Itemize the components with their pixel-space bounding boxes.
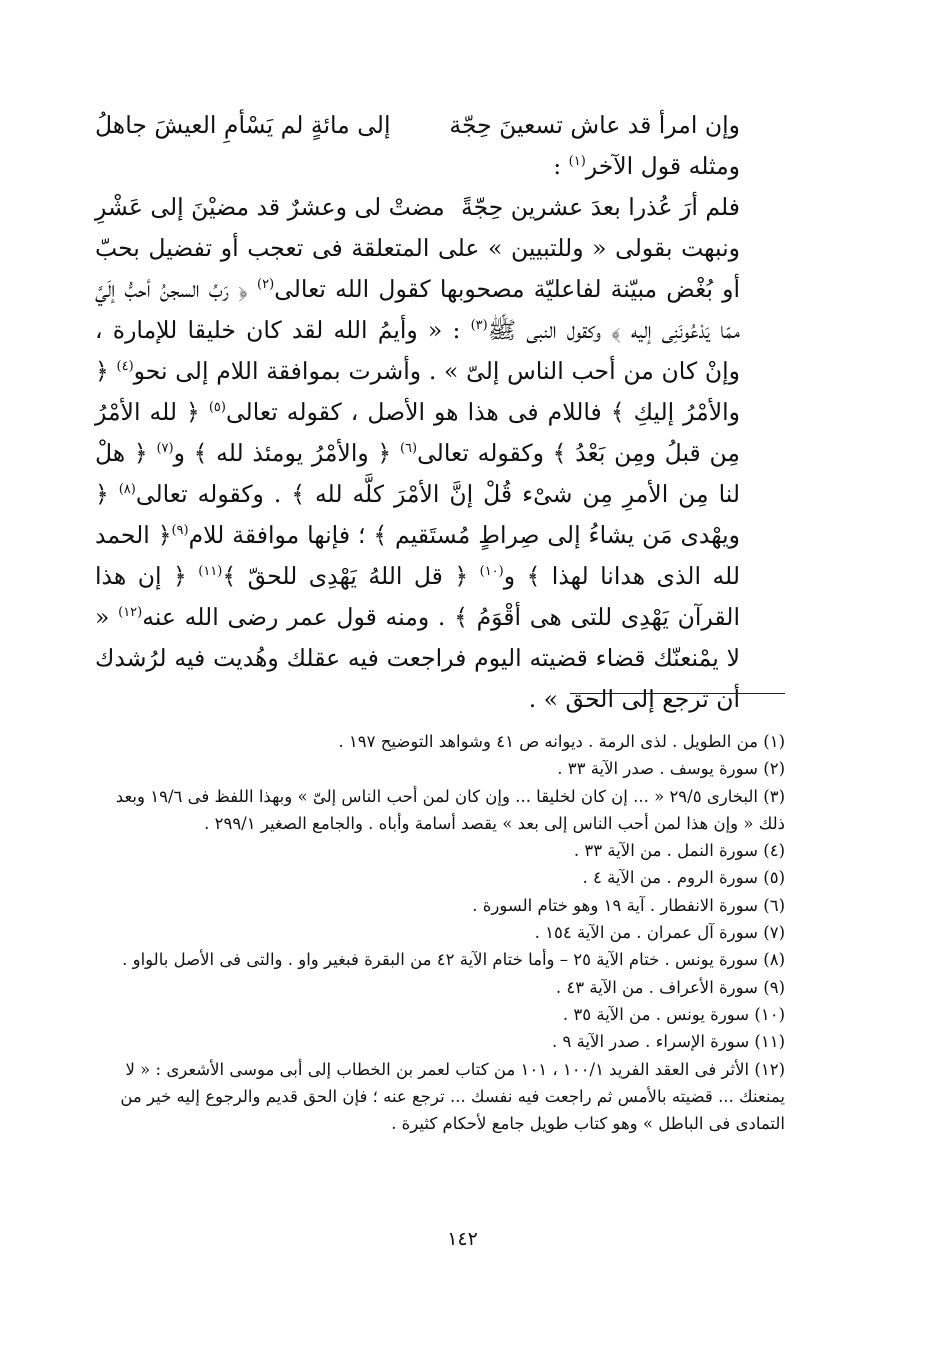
paragraph-text: ﴿ هلْ لنا مِن الأمرِ مِن شىْء قُلْ إنَّ الأمْرَ كلَّه لله ﴾ . وكقوله تعالى bbox=[95, 439, 740, 508]
verse-1-second-hemistich: إلى مائةٍ لم يَسْأمِ العيشَ جاهلُ bbox=[95, 111, 391, 139]
footnote: (١) من الطويل . لذى الرمة . ديوانه ص ٤١ وشواهد التوضيح ١٩٧ . bbox=[338, 732, 785, 751]
footnote: (٨) سورة يونس . ختام الآية ٢٥ – وأما ختام الآية ٤٢ من البقرة فبغير واو . والتى فى الأصل بالواو . bbox=[122, 950, 785, 970]
main-text bbox=[95, 105, 785, 720]
verse-1-first-hemistich: وإن امرأ قد عاش تسعينَ حِجّة bbox=[449, 111, 740, 139]
verse-intro-colon: : bbox=[553, 152, 569, 180]
paragraph-text: ﴿ لله الأمْرُ مِن قبلُ ومِن بَعْدُ ﴾ وكقوله تعالى bbox=[95, 398, 740, 467]
footnote: (٢) سورة يوسف . صدر الآية ٣٣ . bbox=[557, 759, 785, 779]
footnote-ref: (٩) bbox=[171, 523, 189, 539]
footnote-ref: (١١) bbox=[198, 564, 223, 580]
footnote: (٥) سورة الروم . من الآية ٤ . bbox=[582, 868, 785, 888]
paragraph-text: « لا يمْنعنّك قضاء قضيته اليوم فراجعت فيه عقلك وهُديت فيه لرُشدك أن ترجع إلى الحق » . bbox=[95, 603, 740, 713]
footnote: (٣) البخارى ٢٩/٥ « ... إن كان لخليقا ... وإن كان لمن أحب الناس إلىّ » وبهذا اللفظ فى ١٩/٦ وبعد ذلك « وإن هذا لمن أحب الناس إلى بعد » يقصد أسامة وأباه . والجامع الصغير ٢٩٩/١ . bbox=[115, 786, 785, 833]
paragraph-text: ﴿ والأمْرُ إليكِ ﴾ فاللام فى هذا هو الأصل ، كقوله تعالى bbox=[95, 357, 740, 426]
footnote-ref: (٢) bbox=[257, 277, 275, 293]
paragraph-text: : « وأيمُ الله لقد كان خليقا للإمارة ، وإنْ كان من أحب الناس إلىّ » . وأشرت بموافقة اللام إلى نحو bbox=[95, 316, 740, 385]
paragraph-text: ﴿ ويهْدى مَن يشاءُ إلى صِراطٍ مُستَقيم ﴾ ؛ فإنها موافقة للام bbox=[95, 480, 740, 549]
footnote-ref: (١) bbox=[568, 154, 586, 170]
paragraph-text: ﴿ رَبِّ السجنُ أحبُّ إلَيَّ ممّا يَدْعُونَنِى إليه ﴾ وكقول النبى ﷺ bbox=[95, 275, 740, 344]
footnote: (٦) سورة الانفطار . آية ١٩ وهو ختام السورة . bbox=[472, 895, 785, 915]
verse-line-1 bbox=[95, 105, 785, 146]
footnote: (٩) سورة الأعراف . من الآية ٤٣ . bbox=[555, 977, 785, 997]
footnotes-list bbox=[105, 728, 785, 1137]
footnote-ref: (٣) bbox=[470, 318, 488, 334]
footnote-divider bbox=[570, 693, 785, 694]
paragraph-text: ونبهت بقولى « وللتبيين » على المتعلقة فى تعجب أو تفضيل بحبّ أو بُغْض مبيّنة لفاعليّة مصحوبها كقول الله تعالى bbox=[95, 234, 740, 303]
verse-intro bbox=[95, 146, 785, 187]
footnote-ref: (٧) bbox=[156, 441, 174, 457]
footnote: (١٠) سورة يونس . من الآية ٣٥ . bbox=[562, 1004, 785, 1024]
verse-2-second-hemistich: مضتْ لى وعشرٌ قد مضيْنَ إلى عَشْرِ bbox=[95, 193, 445, 221]
footnote: (١٢) الأثر فى العقد الفريد ١٠٠/١ ، ١٠١ من كتاب لعمر بن الخطاب إلى أبى موسى الأشعرى : « لا يمنعنك ... قضيته بالأمس ثم راجعت فيه نفسك ... ترجع عنه ؛ فإن الحق قديم والرجوع إليه خير من التمادى فى الباطل » وهو كتاب طويل جامع لأحكام كثيرة . bbox=[120, 1059, 785, 1134]
footnote-ref: (١٢) bbox=[118, 605, 143, 621]
footnote: (٤) سورة النمل . من الآية ٣٣ . bbox=[573, 841, 785, 861]
paragraph-text: ﴿ الحمد لله الذى هدانا لهذا ﴾ و bbox=[95, 521, 740, 590]
verse-intro-text: ومثله قول الآخر bbox=[585, 152, 740, 180]
footnote: (١١) سورة الإسراء . صدر الآية ٩ . bbox=[552, 1032, 785, 1052]
page-number: ١٤٢ bbox=[447, 1228, 478, 1250]
verse-2-first-hemistich: فلم أرَ عُذرا بعدَ عشرين حِجّةً bbox=[460, 193, 740, 221]
paragraph-text: ﴿ قل اللهُ يَهْدِى للحقّ ﴾ bbox=[222, 562, 480, 590]
footnote-ref: (٨) bbox=[118, 482, 136, 498]
paragraph-text: ﴿ إن هذا القرآن يَهْدِى للتى هى أقْوَمُ ﴾ . ومنه قول عمر رضى الله عنه bbox=[95, 562, 740, 631]
footnote-ref: (٥) bbox=[208, 400, 226, 416]
footnote-ref: (٦) bbox=[399, 441, 418, 457]
verse-line-2 bbox=[95, 187, 785, 228]
footnote: (٧) سورة آل عمران . من الآية ١٥٤ . bbox=[534, 923, 785, 943]
paragraph-text: ﴿ والأمْرُ يومئذ لله ﴾ و bbox=[173, 439, 400, 467]
main-paragraph bbox=[95, 228, 785, 720]
footnote-ref: (١٠) bbox=[479, 564, 504, 580]
footnote-ref: (٤) bbox=[116, 359, 134, 375]
